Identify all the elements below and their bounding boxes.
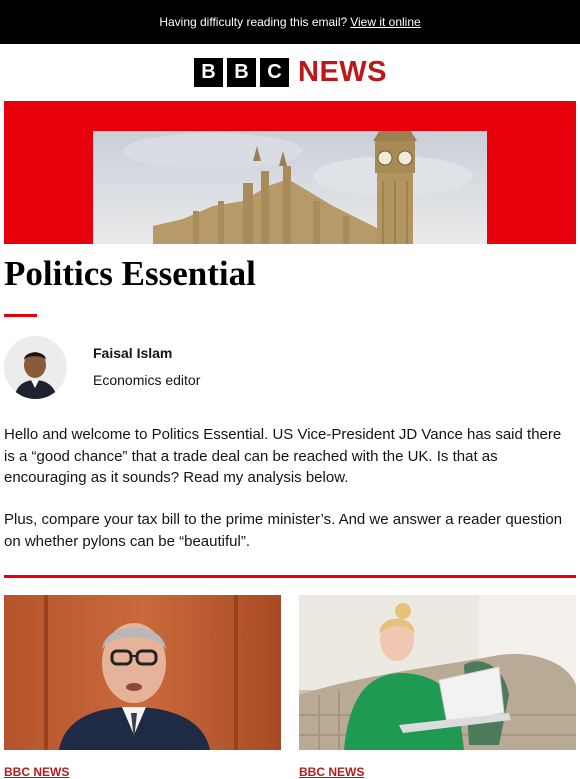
topbar-text: Having difficulty reading this email? (159, 15, 348, 29)
story-card-image-2[interactable] (299, 595, 576, 750)
prime-minister-photo (4, 595, 281, 750)
logo-letter-b1: B (194, 58, 223, 87)
logo-letter-c: C (260, 58, 289, 87)
view-online-link[interactable]: View it online (350, 15, 421, 29)
author-avatar (4, 336, 67, 399)
logo-news-text: NEWS (298, 56, 387, 88)
section-divider (4, 575, 576, 578)
hero-banner (4, 101, 576, 244)
story-card-image-1[interactable] (4, 595, 281, 750)
newsletter-title: Politics Essential (4, 254, 256, 293)
title-divider (4, 314, 37, 317)
intro-paragraph-1: Hello and welcome to Politics Essential. US Vice-President JD Vance has said there is a “good chance” that a trade deal can be reached with the UK. Is that as encouraging as it sounds? Read my analysis below. (4, 426, 562, 486)
avatar-portrait-icon (4, 336, 67, 399)
intro-paragraph-2: Plus, compare your tax bill to the prime minister’s. And we answer a reader question on whether pylons can be “beautiful”. (4, 511, 563, 550)
bbc-news-logo[interactable] (194, 58, 387, 87)
email-topbar (0, 0, 580, 44)
card-source-label-1[interactable]: BBC NEWS (4, 765, 70, 779)
card-source-label-2[interactable]: BBC NEWS (299, 765, 365, 779)
author-name: Faisal Islam (93, 345, 173, 361)
logo-letter-b2: B (227, 58, 256, 87)
westminster-photo (93, 131, 487, 244)
author-role: Economics editor (93, 372, 201, 388)
woman-laptop-photo (299, 595, 576, 750)
